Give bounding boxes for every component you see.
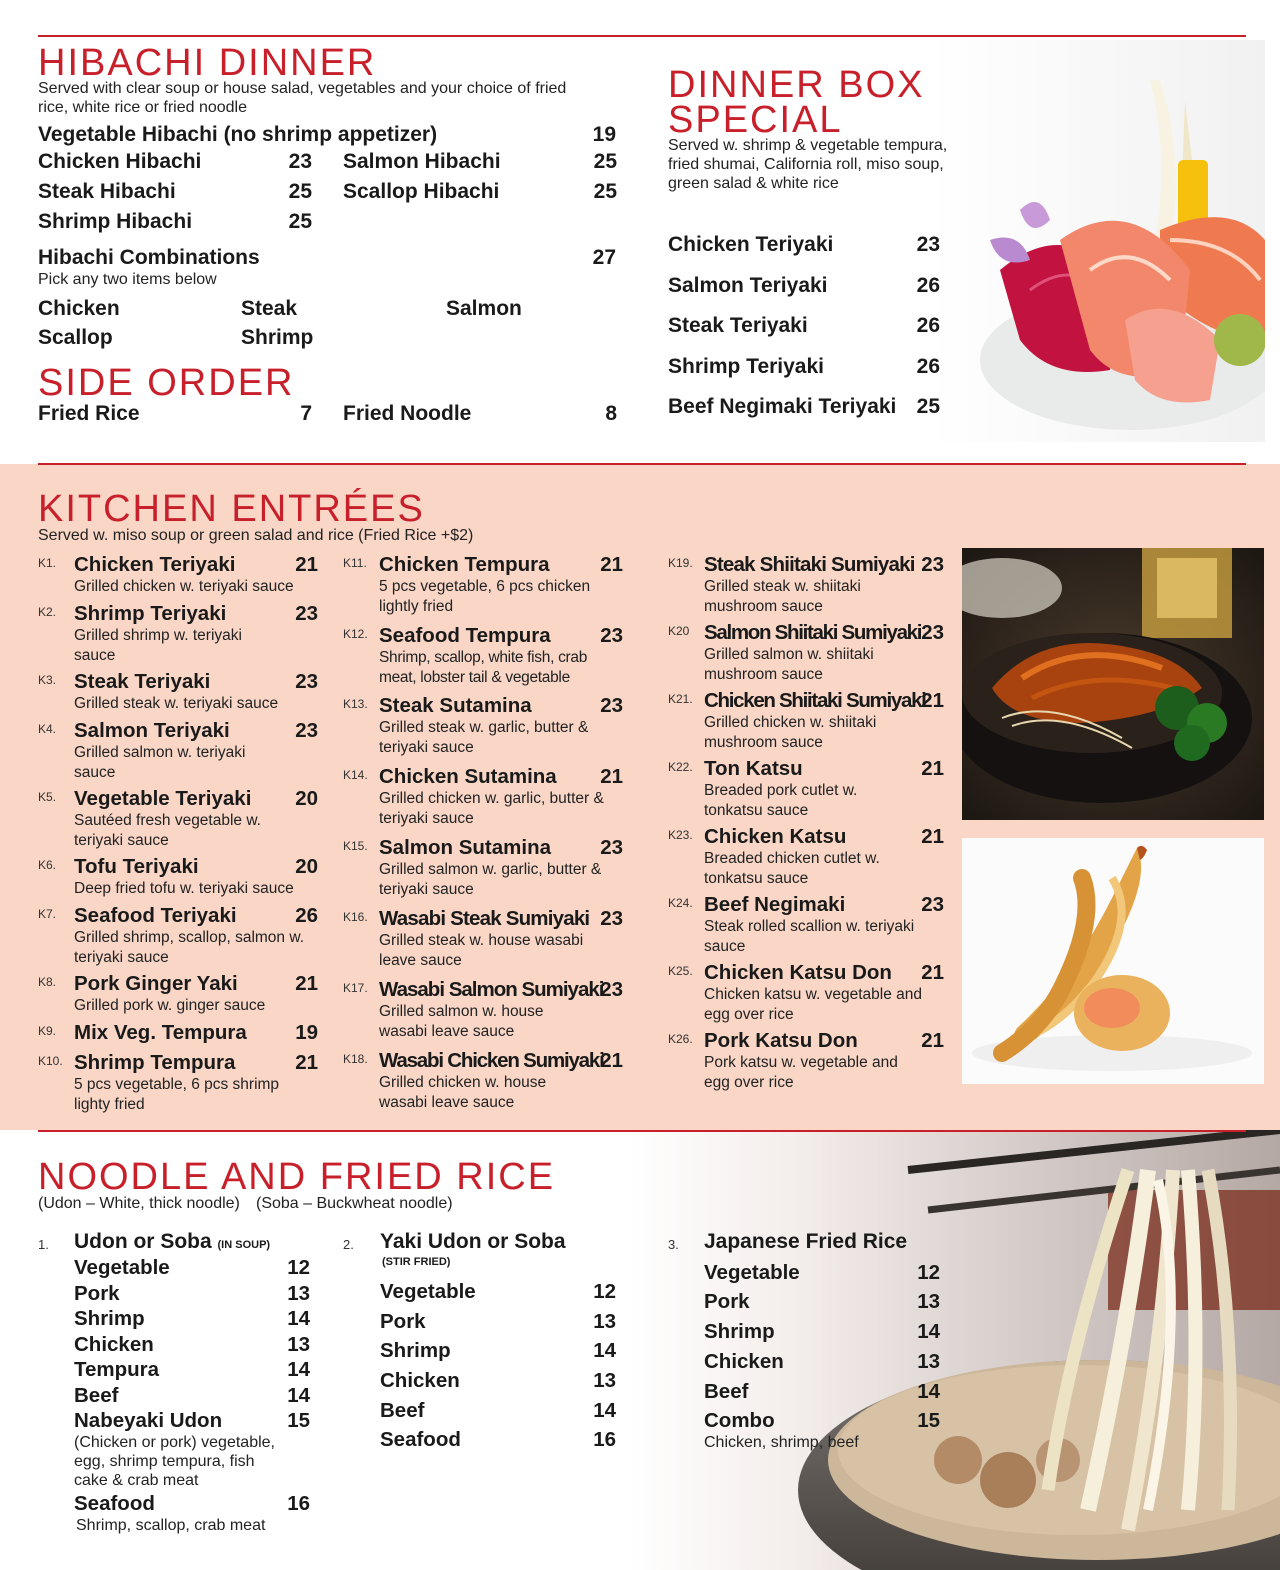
top-rule (38, 35, 1246, 37)
noodle-rule (38, 1130, 1246, 1132)
noodle-item (380, 1339, 616, 1363)
item-code: K5. (38, 790, 57, 804)
kitchen-description: Served w. miso soup or green salad and rice (Fried Rice +$2) (38, 527, 474, 544)
vegetable-hibachi-row (38, 122, 616, 148)
item-price: 23 (921, 621, 944, 644)
item-price: 21 (600, 553, 623, 576)
item-code: K24. (668, 896, 693, 910)
item-name: Chicken (704, 1350, 784, 1373)
item-price: 26 (916, 274, 940, 297)
item-name: Seafood (380, 1428, 461, 1451)
item-description: Breaded pork cutlet w. tonkatsu sauce (704, 782, 858, 819)
hibachi-item (38, 149, 312, 175)
item-description: Grilled salmon w. house wasabi leave sauce (379, 1003, 544, 1040)
item-price: 20 (295, 855, 318, 878)
item-description: Grilled steak w. teriyaki sauce (74, 695, 279, 712)
item-price: 26 (916, 355, 940, 378)
item-name: Beef Negimaki Teriyaki (668, 395, 897, 418)
item-name: Chicken Katsu Don (704, 961, 892, 984)
item-name: Steak Hibachi (38, 180, 176, 203)
item-name: Fried Rice (38, 402, 140, 425)
item-price: 21 (921, 961, 944, 984)
item-description: Pork katsu w. vegetable and egg over rice (704, 1054, 898, 1091)
item-price: 13 (917, 1350, 940, 1373)
dinner-box-description: Served w. shrimp & vegetable tempura, fried shumai, California roll, miso soup, green salad & white rice (668, 137, 948, 192)
item-price: 23 (600, 836, 623, 859)
item-description: Deep fried tofu w. teriyaki sauce (74, 880, 294, 897)
item-price: 14 (593, 1399, 616, 1422)
noodle-title: NOODLE AND FRIED RICE (38, 1156, 556, 1198)
item-code: K23. (668, 828, 693, 842)
soba-description: (Soba – Buckwheat noodle) (256, 1195, 453, 1212)
dinner-box-item (668, 313, 940, 339)
item-name: Wasabi Chicken Sumiyaki (379, 1049, 604, 1072)
side-order-title: SIDE ORDER (38, 362, 295, 404)
group-number: 2. (343, 1237, 354, 1252)
item-price: 12 (917, 1261, 940, 1284)
item-name: Chicken Hibachi (38, 150, 202, 173)
item-name: Vegetable (74, 1256, 170, 1279)
item-description: Grilled steak w. garlic, butter & teriyaki sauce (379, 719, 589, 756)
item-code: K20 (668, 624, 690, 638)
item-name: Vegetable (380, 1280, 476, 1303)
noodle-item (74, 1256, 310, 1280)
item-price: 23 (295, 602, 318, 625)
item-price: 26 (916, 314, 940, 337)
noodle-item (380, 1369, 616, 1393)
item-price: 21 (600, 765, 623, 788)
item-price: 27 (592, 246, 616, 269)
item-price: 13 (593, 1310, 616, 1333)
item-code: K10. (38, 1054, 63, 1068)
item-description: Grilled chicken w. garlic, butter & teriyaki sauce (379, 790, 604, 827)
kitchen-title: KITCHEN ENTRÉES (38, 488, 425, 530)
item-description: Grilled salmon w. garlic, butter & teriyaki sauce (379, 861, 602, 898)
combination-note: Pick any two items below (38, 271, 217, 288)
item-price: 25 (593, 180, 617, 203)
item-code: K17. (343, 981, 368, 995)
combo-choice: Salmon (446, 297, 522, 320)
fried-rice-item (704, 1261, 940, 1285)
item-price: 15 (287, 1409, 310, 1432)
item-price: 14 (287, 1307, 310, 1330)
nabeyaki-description: (Chicken or pork) vegetable, egg, shrimp tempura, fish cake & crab meat (74, 1434, 275, 1489)
item-description: Grilled steak w. shiitaki mushroom sauce (704, 578, 861, 615)
item-price: 23 (600, 624, 623, 647)
item-name: Scallop Hibachi (343, 180, 500, 203)
item-name: Steak Teriyaki (74, 670, 211, 693)
item-name: Tofu Teriyaki (74, 855, 199, 878)
hibachi-title: HIBACHI DINNER (38, 42, 377, 84)
item-code: K2. (38, 605, 57, 619)
noodle-item (380, 1428, 616, 1452)
item-price: 23 (295, 719, 318, 742)
item-price: 12 (593, 1280, 616, 1303)
item-code: K4. (38, 722, 57, 736)
group-tag: (IN SOUP) (217, 1239, 271, 1251)
item-price: 23 (288, 150, 312, 173)
item-name: Steak Shiitaki Sumiyaki (704, 553, 915, 576)
item-name: Shrimp Teriyaki (74, 602, 227, 625)
item-name: Chicken Sutamina (379, 765, 557, 788)
kitchen-rule (38, 463, 1246, 465)
group-tag: (STIR FRIED) (382, 1256, 451, 1268)
dinner-box-title-line2: SPECIAL (668, 99, 843, 141)
dinner-box-item (668, 354, 940, 380)
sashimi-photo (930, 40, 1265, 442)
item-description: Grilled salmon w. shiitaki mushroom sauce (704, 646, 874, 683)
item-name: Pork Ginger Yaki (74, 972, 238, 995)
item-name: Shrimp (380, 1339, 451, 1362)
item-name: Pork Katsu Don (704, 1029, 858, 1052)
fried-rice-heading: Japanese Fried Rice (704, 1230, 908, 1253)
item-price: 8 (605, 402, 617, 425)
item-code: K22. (668, 760, 693, 774)
item-price: 23 (600, 694, 623, 717)
item-description: Grilled chicken w. shiitaki mushroom sauce (704, 714, 877, 751)
item-description: Sautéed fresh vegetable w. teriyaki sauce (74, 812, 261, 849)
item-price: 25 (288, 210, 312, 233)
item-price: 25 (593, 150, 617, 173)
noodle-item (74, 1492, 310, 1516)
item-description: Grilled pork w. ginger sauce (74, 997, 266, 1014)
item-price: 23 (916, 233, 940, 256)
item-name: Salmon Teriyaki (74, 719, 230, 742)
item-name: Ton Katsu (704, 757, 803, 780)
dinner-box-item (668, 394, 940, 420)
hibachi-item (38, 179, 312, 205)
item-name: Nabeyaki Udon (74, 1409, 223, 1432)
item-price: 14 (917, 1380, 940, 1403)
noodle-item (74, 1333, 310, 1357)
fried-rice-item (704, 1409, 940, 1433)
hibachi-combination-row (38, 245, 616, 271)
side-item (343, 401, 617, 427)
item-name: Salmon Shiitaki Sumiyaki (704, 621, 922, 644)
dinner-box-item (668, 232, 940, 258)
item-price: 14 (287, 1384, 310, 1407)
item-name: Shrimp Teriyaki (668, 355, 825, 378)
item-code: K19. (668, 556, 693, 570)
teriyaki-platter-photo (962, 548, 1264, 820)
item-price: 14 (917, 1320, 940, 1343)
item-price: 13 (593, 1369, 616, 1392)
dinner-box-title-line1: DINNER BOX (668, 64, 925, 106)
dinner-box-item (668, 273, 940, 299)
shrimp-tempura-photo (962, 838, 1264, 1084)
item-description: Grilled salmon w. teriyaki sauce (74, 744, 246, 781)
fried-rice-item (704, 1320, 940, 1344)
fried-rice-item (704, 1290, 940, 1314)
combo-choice: Steak (241, 297, 298, 320)
item-name: Wasabi Steak Sumiyaki (379, 907, 590, 930)
item-price: 23 (600, 907, 623, 930)
hibachi-item (38, 209, 312, 235)
noodle-item (380, 1399, 616, 1423)
item-price: 13 (917, 1290, 940, 1313)
item-code: K18. (343, 1052, 368, 1066)
item-name: Seafood Tempura (379, 624, 551, 647)
item-name: Chicken (74, 1333, 154, 1356)
udon-soba-heading (74, 1230, 270, 1257)
item-description: Grilled chicken w. house wasabi leave sauce (379, 1074, 547, 1111)
noodle-item (74, 1307, 310, 1331)
item-name: Chicken Teriyaki (74, 553, 236, 576)
item-name: Vegetable Hibachi (no shrimp appetizer) (38, 123, 438, 146)
item-code: K7. (38, 907, 57, 921)
item-price: 23 (600, 978, 623, 1001)
item-name: Pork (704, 1290, 750, 1313)
item-name: Vegetable Teriyaki (74, 787, 252, 810)
item-description: Grilled shrimp, scallop, salmon w. teriyaki sauce (74, 929, 304, 966)
item-name: Mix Veg. Tempura (74, 1021, 247, 1044)
item-name: Chicken (380, 1369, 460, 1392)
item-name: Salmon Teriyaki (668, 274, 828, 297)
udon-description: (Udon – White, thick noodle) (38, 1195, 240, 1212)
group-name: Udon or Soba (74, 1230, 212, 1253)
item-name: Salmon Sutamina (379, 836, 552, 859)
item-name: Salmon Hibachi (343, 150, 501, 173)
item-code: K11. (343, 556, 367, 570)
item-code: K14. (343, 768, 368, 782)
item-description: Steak rolled scallion w. teriyaki sauce (704, 918, 915, 955)
combo-choice: Chicken (38, 297, 120, 320)
item-price: 16 (593, 1428, 616, 1451)
item-name: Seafood (74, 1492, 155, 1515)
item-price: 21 (921, 825, 944, 848)
item-name: Chicken Tempura (379, 553, 550, 576)
item-name: Beef (74, 1384, 119, 1407)
hibachi-item (343, 149, 617, 175)
item-name: Shrimp (704, 1320, 775, 1343)
item-code: K26. (668, 1032, 693, 1046)
item-price: 23 (295, 670, 318, 693)
item-name: Vegetable (704, 1261, 800, 1284)
item-name: Pork (74, 1282, 120, 1305)
noodle-item (74, 1384, 310, 1408)
noodle-item (74, 1282, 310, 1306)
item-name: Combo (704, 1409, 775, 1432)
item-code: K15. (343, 839, 368, 853)
item-name: Beef (380, 1399, 425, 1422)
item-name: Fried Noodle (343, 402, 472, 425)
item-description: Chicken katsu w. vegetable and egg over rice (704, 986, 922, 1023)
noodle-item (74, 1358, 310, 1382)
item-name: Shrimp Tempura (74, 1051, 236, 1074)
fried-rice-item (704, 1380, 940, 1404)
item-name: Shrimp (74, 1307, 145, 1330)
item-price: 15 (917, 1409, 940, 1432)
item-price: 21 (295, 553, 318, 576)
item-description: Breaded chicken cutlet w. tonkatsu sauce (704, 850, 880, 887)
item-price: 13 (287, 1333, 310, 1356)
hibachi-description: Served with clear soup or house salad, vegetables and your choice of fried rice, white rice or fried noodle (38, 80, 567, 116)
item-name: Seafood Teriyaki (74, 904, 237, 927)
item-code: K9. (38, 1024, 57, 1038)
item-price: 25 (288, 180, 312, 203)
combo-choice: Shrimp (241, 326, 314, 349)
item-name: Steak Teriyaki (668, 314, 808, 337)
item-price: 13 (287, 1282, 310, 1305)
item-code: K13. (343, 697, 368, 711)
item-price: 21 (295, 972, 318, 995)
item-price: 21 (921, 689, 944, 712)
item-price: 19 (592, 123, 616, 146)
combo-description: Chicken, shrimp, beef (704, 1434, 859, 1451)
noodle-item (380, 1280, 616, 1304)
item-code: K16. (343, 910, 368, 924)
item-description: 5 pcs vegetable, 6 pcs shrimp lighty fried (74, 1076, 280, 1113)
item-description: Grilled steak w. house wasabi leave sauce (379, 932, 584, 969)
item-price: 12 (287, 1256, 310, 1279)
item-name: Shrimp Hibachi (38, 210, 193, 233)
side-item (38, 401, 312, 427)
group-number: 3. (668, 1237, 679, 1252)
item-description: Grilled chicken w. teriyaki sauce (74, 578, 294, 595)
item-name: Beef (704, 1380, 749, 1403)
item-name: Beef Negimaki (704, 893, 846, 916)
item-description: Grilled shrimp w. teriyaki sauce (74, 627, 242, 664)
item-price: 21 (921, 757, 944, 780)
fried-rice-item (704, 1350, 940, 1374)
item-price: 26 (295, 904, 318, 927)
item-price: 21 (295, 1051, 318, 1074)
yaki-udon-heading: Yaki Udon or Soba (380, 1230, 566, 1253)
item-name: Pork (380, 1310, 426, 1333)
item-price: 21 (921, 1029, 944, 1052)
item-name: Chicken Katsu (704, 825, 847, 848)
item-price: 23 (921, 553, 944, 576)
item-description: 5 pcs vegetable, 6 pcs chicken lightly fried (379, 578, 591, 615)
item-price: 19 (295, 1021, 318, 1044)
item-name: Chicken Teriyaki (668, 233, 834, 256)
group-number: 1. (38, 1237, 49, 1252)
item-name: Tempura (74, 1358, 160, 1381)
item-price: 14 (287, 1358, 310, 1381)
item-price: 16 (287, 1492, 310, 1515)
item-code: K25. (668, 964, 693, 978)
noodle-item (380, 1310, 616, 1334)
item-code: K12. (343, 627, 368, 641)
item-price: 7 (300, 402, 312, 425)
item-code: K21. (668, 692, 693, 706)
item-code: K1. (38, 556, 57, 570)
noodle-item (74, 1409, 310, 1433)
item-price: 14 (593, 1339, 616, 1362)
item-price: 25 (916, 395, 940, 418)
item-name: Hibachi Combinations (38, 246, 260, 269)
hibachi-item (343, 179, 617, 205)
item-code: K6. (38, 858, 57, 872)
item-name: Wasabi Salmon Sumiyaki (379, 978, 604, 1001)
item-price: 20 (295, 787, 318, 810)
item-code: K3. (38, 673, 57, 687)
item-description: Shrimp, scallop, white fish, crab meat, lobster tail & vegetable (379, 649, 588, 686)
item-code: K8. (38, 975, 57, 989)
combo-choice: Scallop (38, 326, 113, 349)
item-price: 23 (921, 893, 944, 916)
item-price: 21 (600, 1049, 623, 1072)
item-name: Steak Sutamina (379, 694, 532, 717)
item-name: Chicken Shiitaki Sumiyaki (704, 689, 926, 712)
seafood-description: Shrimp, scallop, crab meat (76, 1517, 266, 1534)
